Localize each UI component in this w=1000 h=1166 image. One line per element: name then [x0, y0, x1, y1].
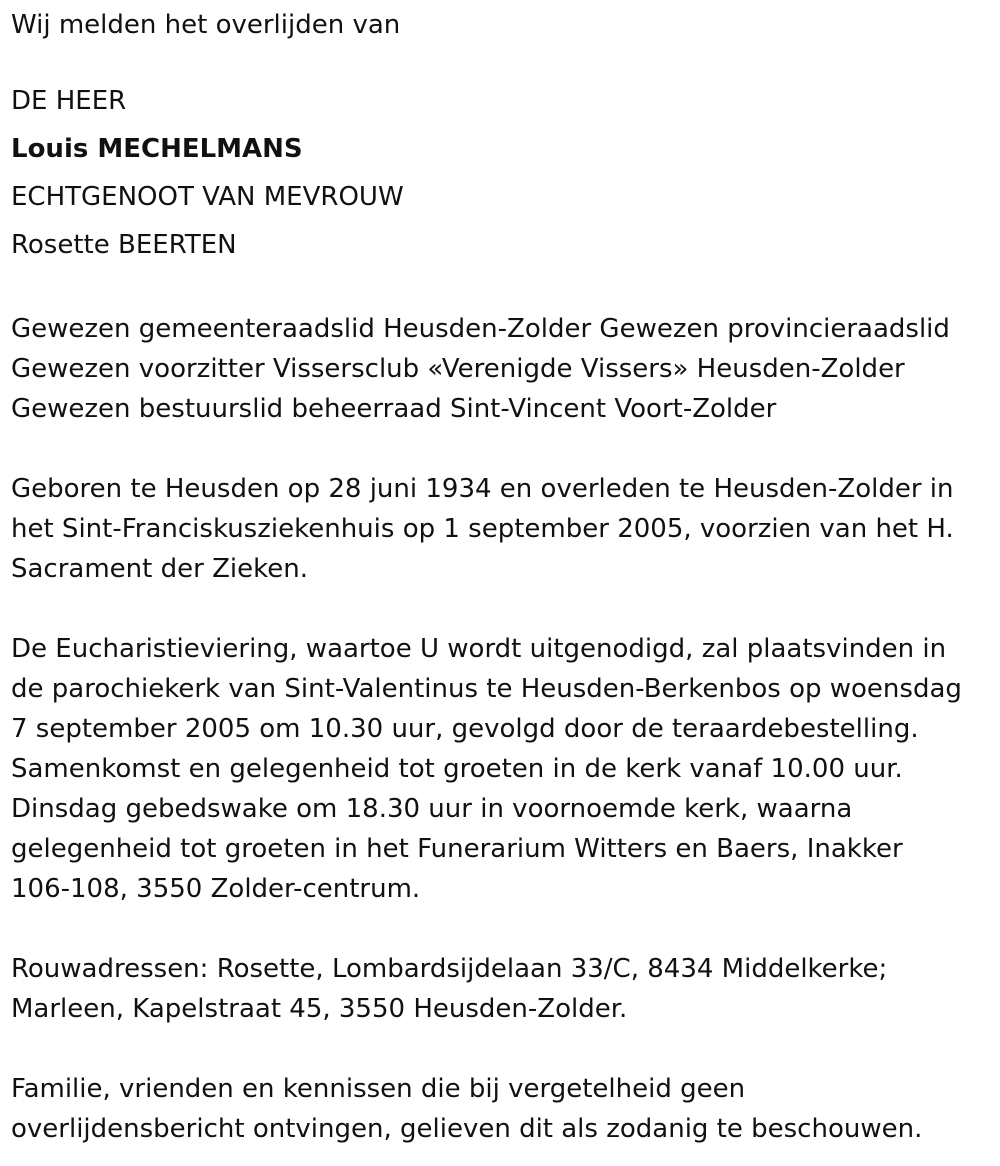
spacer [11, 1029, 991, 1069]
paragraph-line: De Eucharistieviering, waartoe U wordt uitgenodigd, zal plaatsvinden in [11, 634, 947, 664]
paragraph-line: Sacrament der Zieken. [11, 554, 308, 584]
spacer [11, 45, 991, 77]
paragraph-line: Samenkomst en gelegenheid tot groeten in de kerk vanaf 10.00 uur. [11, 754, 903, 784]
title-line: DE HEER [11, 86, 127, 116]
paragraph-line: 106-108, 3550 Zolder-centrum. [11, 874, 421, 904]
paragraph-line: het Sint-Franciskusziekenhuis op 1 september 2005, voorzien van het H. [11, 514, 954, 544]
spacer [11, 909, 991, 949]
paragraph-line: de parochiekerk van Sint-Valentinus te Heusden-Berkenbos op woensdag [11, 674, 962, 704]
paragraph-line: Marleen, Kapelstraat 45, 3550 Heusden-Zolder. [11, 994, 628, 1024]
paragraph-line: overlijdensbericht ontvingen, gelieven dit als zodanig te beschouwen. [11, 1114, 923, 1144]
role-line: Gewezen gemeenteraadslid Heusden-Zolder Gewezen provincieraadslid [11, 314, 950, 344]
role-line: Gewezen bestuurslid beheerraad Sint-Vincent Voort-Zolder [11, 394, 777, 424]
relation-line: ECHTGENOOT VAN MEVROUW [11, 182, 404, 212]
paragraph-line: Familie, vrienden en kennissen die bij vergetelheid geen [11, 1074, 746, 1104]
death-notice [11, 5, 991, 1149]
deceased-name: Louis MECHELMANS [11, 134, 303, 164]
paragraph-line: Rouwadressen: Rosette, Lombardsijdelaan 33/C, 8434 Middelkerke; [11, 954, 888, 984]
birth-death-paragraph [11, 469, 991, 589]
intro-line: Wij melden het overlijden van [11, 10, 401, 40]
spacer [11, 589, 991, 629]
paragraph-line: gelegenheid tot groeten in het Funerarium Witters en Baers, Inakker [11, 834, 903, 864]
paragraph-line: Dinsdag gebedswake om 18.30 uur in voornoemde kerk, waarna [11, 794, 853, 824]
names-block [11, 77, 991, 269]
role-line: Gewezen voorzitter Vissersclub «Verenigde Vissers» Heusden-Zolder [11, 354, 905, 384]
closing-paragraph [11, 1069, 991, 1149]
spacer [11, 269, 991, 309]
spacer [11, 429, 991, 469]
ceremony-paragraph [11, 629, 991, 909]
addresses-paragraph [11, 949, 991, 1029]
spouse-name: Rosette BEERTEN [11, 230, 237, 260]
roles-paragraph [11, 309, 991, 429]
paragraph-line: 7 september 2005 om 10.30 uur, gevolgd door de teraardebestelling. [11, 714, 919, 744]
paragraph-line: Geboren te Heusden op 28 juni 1934 en overleden te Heusden-Zolder in [11, 474, 954, 504]
